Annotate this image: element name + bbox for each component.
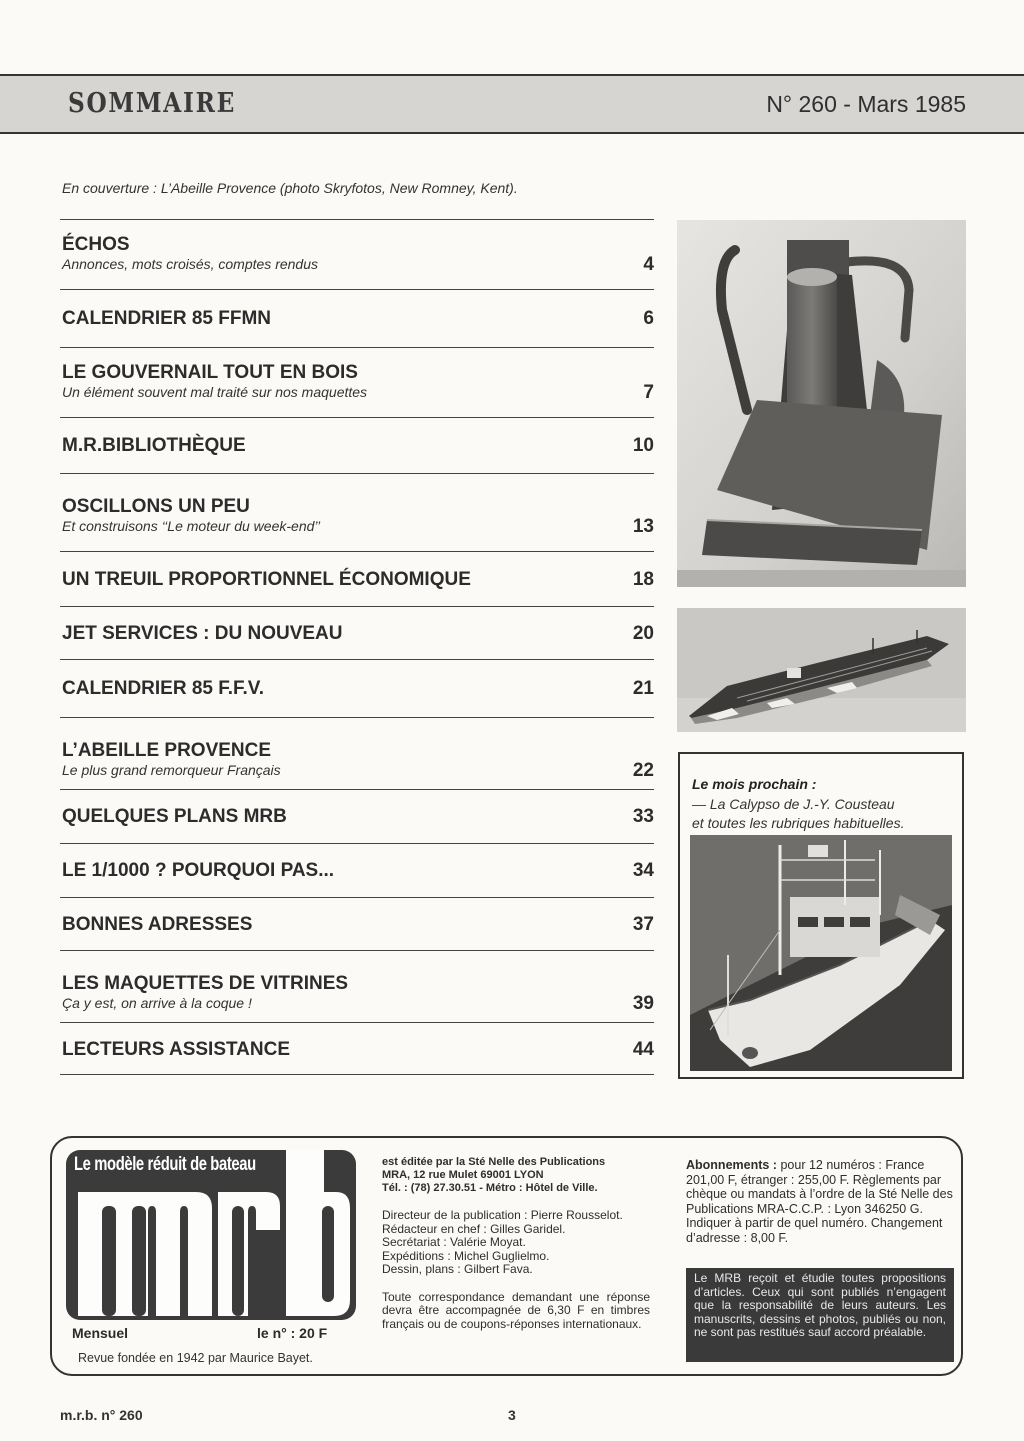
toc-entry-page: 4 — [643, 254, 654, 275]
toc-entry-title: OSCILLONS UN PEU — [62, 496, 250, 517]
toc-entry-page: 39 — [632, 993, 654, 1014]
toc-entry[interactable] — [60, 843, 654, 897]
founded-note: Revue fondée en 1942 par Maurice Bayet. — [78, 1351, 313, 1365]
cover-note: En couverture : L’Abeille Provence (photo Skryfotos, New Romney, Kent). — [62, 180, 518, 196]
carrier-photo — [677, 608, 966, 732]
toc-entry[interactable] — [60, 219, 654, 289]
next-month-line-2: et toutes les rubriques habituelles. — [692, 815, 905, 831]
frequency-label: Mensuel — [72, 1325, 129, 1341]
publisher-line-2: MRA, 12 rue Mulet 69001 LYON — [382, 1169, 544, 1181]
toc-entry-subtitle: Annonces, mots croisés, comptes rendus — [62, 256, 319, 272]
toc-entry-subtitle: Un élément souvent mal traité sur nos maquettes — [62, 384, 368, 400]
toc-entry-page: 33 — [632, 806, 654, 827]
toc-entry[interactable] — [60, 897, 654, 950]
toc-entry-title: BONNES ADRESSES — [62, 913, 253, 935]
toc-entry-title: LES MAQUETTES DE VITRINES — [62, 973, 349, 994]
toc-entry-title: LE 1/1000 ? POURQUOI PAS... — [62, 860, 335, 881]
toc-entry[interactable] — [60, 950, 654, 1022]
rudder-photo-image — [677, 220, 966, 587]
toc-entry[interactable] — [60, 789, 654, 843]
publisher-column — [382, 1156, 650, 1331]
page-number: 3 — [508, 1407, 516, 1423]
toc-entry-title: JET SERVICES : DU NOUVEAU — [62, 622, 343, 644]
issue-number: N° 260 - Mars 1985 — [766, 91, 966, 117]
publisher-line-3: Tél. : (78) 27.30.51 - Métro : Hôtel de Ville. — [382, 1182, 598, 1194]
toc-entry-subtitle: Le plus grand remorqueur Français — [62, 762, 281, 778]
correspondence-note: Toute correspondance demandant une réponse devra être accompagnée de 6,30 F en timbres français ou de coupons-réponses internationaux. — [382, 1289, 650, 1331]
staff-list — [382, 1209, 650, 1277]
toc-entry-page: 7 — [643, 382, 654, 403]
toc-entry-title: QUELQUES PLANS MRB — [62, 806, 287, 827]
toc-entry[interactable] — [60, 289, 654, 347]
calypso-photo-image — [690, 835, 952, 1071]
staff-line: Secrétariat : Valérie Moyat. — [382, 1235, 526, 1249]
toc-entry-page: 37 — [632, 913, 654, 935]
toc-entry-title: CALENDRIER 85 F.F.V. — [62, 678, 265, 699]
toc-entry-page: 21 — [632, 678, 654, 699]
masthead-box — [50, 1136, 963, 1376]
next-month-box — [678, 752, 964, 1079]
calypso-photo — [690, 835, 952, 1071]
page-title: SOMMAIRE — [68, 88, 237, 119]
logo-tagline: Le modèle réduit de bateau — [74, 1154, 256, 1175]
toc-entry-page: 6 — [643, 308, 654, 329]
toc-entry[interactable] — [60, 347, 654, 417]
toc-entry-subtitle: Ça y est, on arrive à la coque ! — [62, 995, 252, 1011]
toc-entry-page: 13 — [632, 516, 654, 537]
toc-entry-page: 22 — [632, 760, 654, 781]
toc-entry-page: 20 — [632, 622, 654, 644]
staff-line: Directeur de la publication : Pierre Rousselot. — [382, 1208, 623, 1222]
staff-line: Dessin, plans : Gilbert Fava. — [382, 1262, 533, 1276]
toc-entry[interactable] — [60, 606, 654, 659]
toc-entry-title: L’ABEILLE PROVENCE — [62, 740, 272, 761]
toc-entry-subtitle: Et construisons ‘‘Le moteur du week-end’’ — [62, 518, 321, 534]
toc-entry[interactable] — [60, 551, 654, 606]
toc-entry-title: CALENDRIER 85 FFMN — [62, 308, 272, 329]
staff-line: Expéditions : Michel Guglielmo. — [382, 1248, 550, 1263]
toc-entry[interactable] — [60, 659, 654, 717]
toc-entry-title: UN TREUIL PROPORTIONNEL ÉCONOMIQUE — [62, 568, 471, 590]
footer-issue: m.r.b. n° 260 — [60, 1407, 143, 1423]
toc-entry-page: 18 — [632, 568, 654, 590]
toc-entry-title: ÉCHOS — [62, 234, 130, 255]
submission-notice: Le MRB reçoit et étudie toutes propositions d’articles. Ceux qui sont publiés n’engagent que la responsabilité de leurs auteurs. Les manuscrits, dessins et photos, publiés ou non, ne sont pas restitués sauf accord préalable. — [686, 1268, 954, 1362]
next-month-title: Le mois prochain : — [692, 776, 817, 792]
toc-entry[interactable] — [60, 1022, 654, 1075]
carrier-photo-image — [677, 608, 966, 732]
subscription-column — [686, 1158, 954, 1245]
toc-entry-title: LECTEURS ASSISTANCE — [62, 1038, 291, 1060]
toc-entry-page: 44 — [632, 1038, 654, 1060]
next-month-line-1: — La Calypso de J.-Y. Cousteau — [692, 796, 895, 812]
mrb-logo — [66, 1150, 356, 1320]
toc-entry[interactable] — [60, 717, 654, 789]
publisher-line-1: est éditée par la Sté Nelle des Publications — [382, 1156, 606, 1168]
toc-entry-page: 10 — [632, 435, 654, 456]
subscription-text: pour 12 numéros : France 201,00 F, étranger : 255,00 F. Règlements par chèque ou mandats à l’ordre de la Sté Nelle des Publications MRA-C.C.P. : Lyon 346250 G. Indiquer à partir de quel numéro. Changement d’adresse : 8,00 F. — [686, 1158, 953, 1245]
table-of-contents — [60, 219, 654, 1075]
subscription-label: Abonnements : — [686, 1158, 777, 1172]
rudder-photo — [677, 220, 966, 587]
toc-entry[interactable] — [60, 417, 654, 473]
toc-entry-title: LE GOUVERNAIL TOUT EN BOIS — [62, 362, 358, 383]
staff-line: Rédacteur en chef : Gilles Garidel. — [382, 1221, 566, 1236]
toc-entry-page: 34 — [632, 860, 654, 881]
header-band — [0, 74, 1024, 134]
toc-entry-title: M.R.BIBLIOTHÈQUE — [62, 435, 246, 456]
toc-entry[interactable] — [60, 473, 654, 551]
issue-price: le n° : 20 F — [257, 1325, 328, 1341]
